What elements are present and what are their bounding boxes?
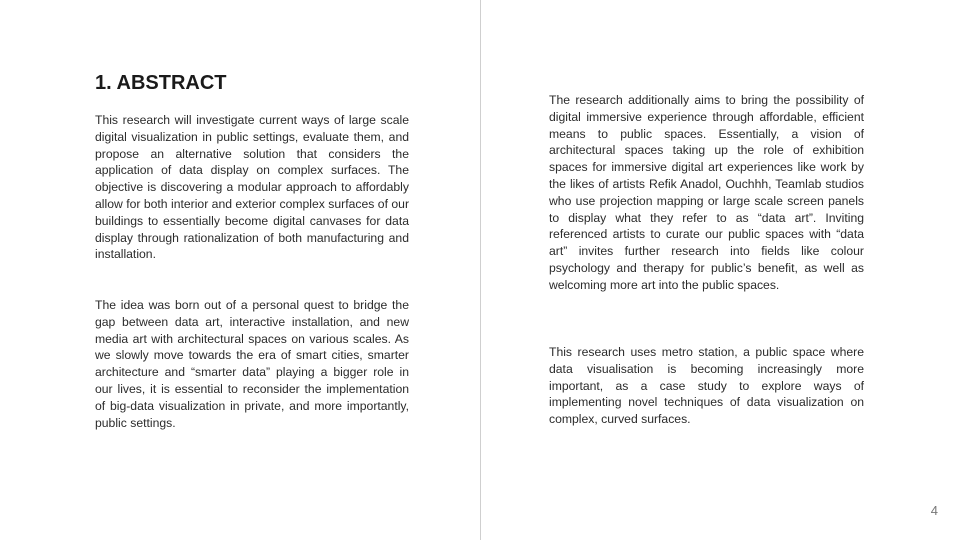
- section-heading: 1. ABSTRACT: [95, 72, 227, 94]
- page-number: 4: [930, 503, 938, 518]
- abstract-paragraph-4: This research uses metro station, a public space where data visualisation is becoming increasingly more important, as a case study to explore ways of implementing novel techniques of data visualization on complex, curved surfaces.: [549, 345, 864, 427]
- abstract-paragraph-1: This research will investigate current ways of large scale digital visualization in public settings, evaluate them, and propose an alternative solution that considers the application of data display on complex surfaces. The objective is discovering a modular approach to affordably allow for both interior and exterior complex surfaces of our buildings to essentially become digital canvases for data display through rationalization of both manufacturing and installation.: [95, 113, 409, 262]
- abstract-paragraph-3: The research additionally aims to bring the possibility of digital immersive experience through affordable, efficient means to public spaces. Essentially, a vision of architectural spaces taking up the role of exhibition spaces for immersive digital art experiences like work by the likes of artists Refik Anadol, Ouchhh, Teamlab studios who use projection mapping or large scale screen panels to display what they refer to as “data art”. Inviting referenced artists to curate our public spaces with “data art” invites further research into fields like colour psychology and therapy for public’s benefit, as well as welcoming more art into the public spaces.: [549, 93, 864, 292]
- abstract-paragraph-2: The idea was born out of a personal quest to bridge the gap between data art, interactive installation, and new media art with architectural spaces on various scales. As we slowly move towards the era of smart cities, smarter architecture and “smarter data” playing a bigger role in our lives, it is essential to reconsider the implementation of big-data visualization in private, and more importantly, public settings.: [95, 298, 409, 430]
- column-divider: [480, 0, 481, 540]
